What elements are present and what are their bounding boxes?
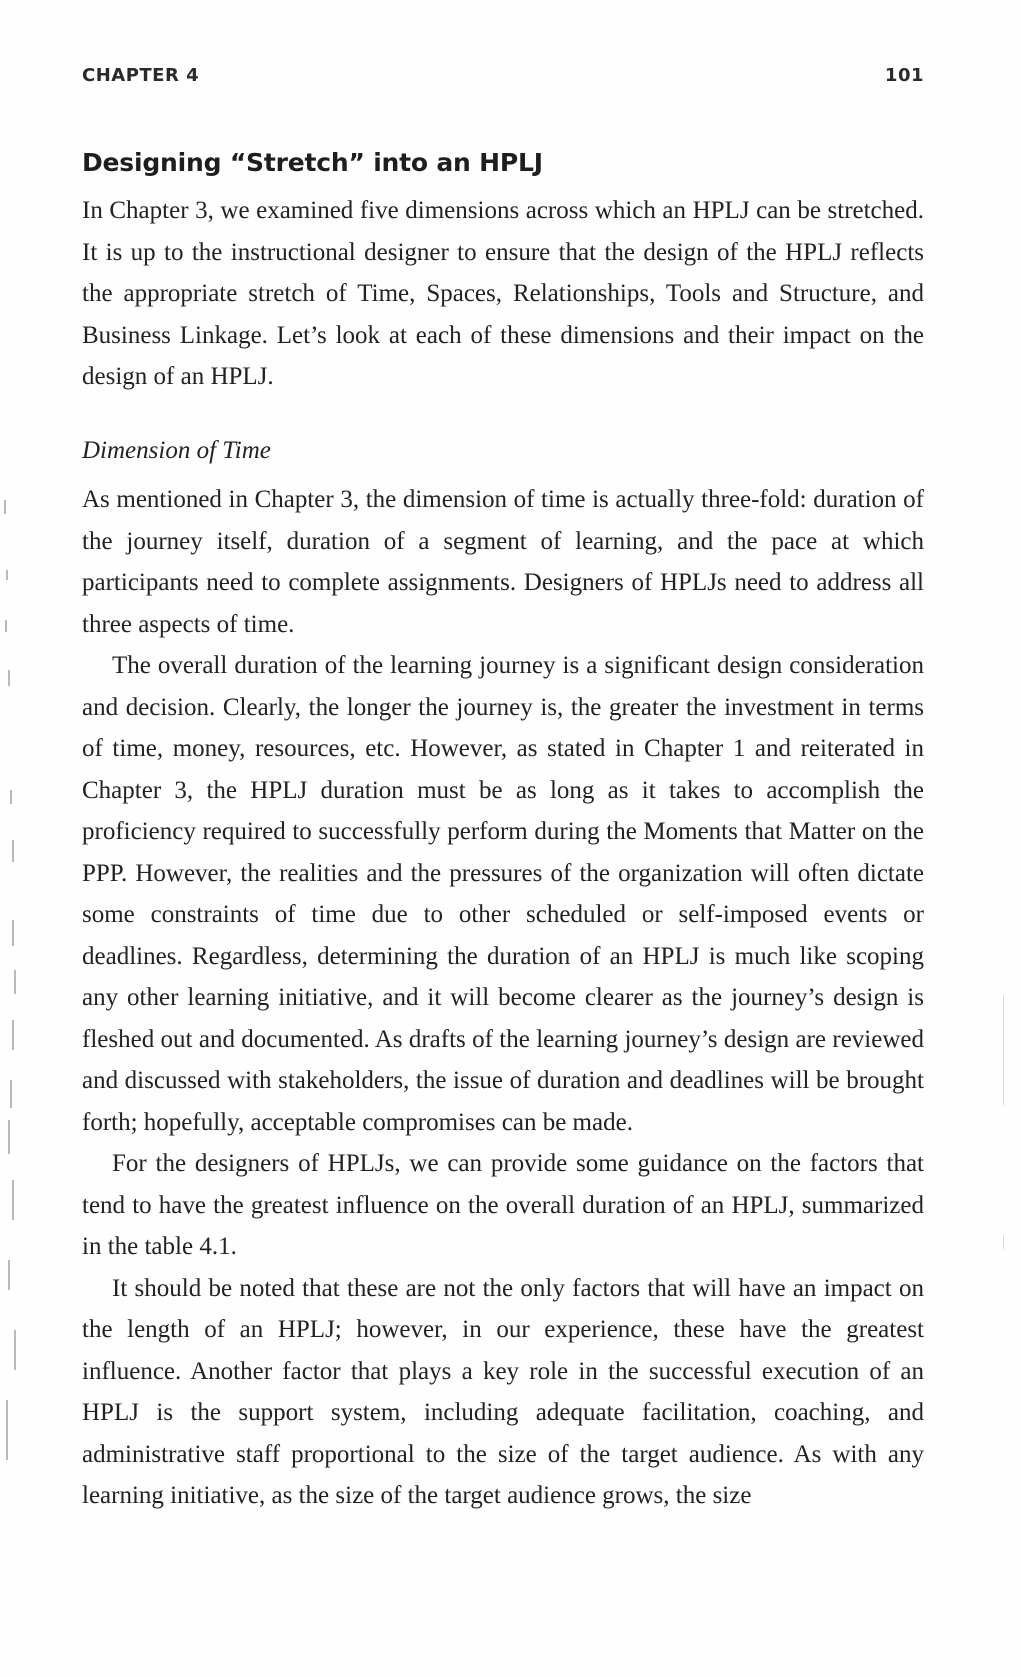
running-head [82, 62, 924, 88]
paragraph: The overall duration of the learning journey is a significant design consideration and decision. Clearly, the longer the journey is, the greater the investment in terms of time, money, resources, etc. However, as stated in Chapter 1 and reiterated in Chapter 3, the HPLJ duration must be as long as it takes to accomplish the proficiency required to successfully perform during the Moments that Matter on the PPP. However, the realities and the pressures of the organization will often dictate some constraints of time due to other scheduled or self-imposed events or deadlines. Regardless, determining the duration of an HPLJ is much like scoping any other learning initiative, and it will become clearer as the journey’s design is fleshed out and documented. As drafts of the learning journey’s design are reviewed and discussed with stakeholders, the issue of duration and deadlines will be brought forth; hopefully, acceptable compromises can be made. [82, 652, 924, 1136]
paragraph: As mentioned in Chapter 3, the dimension of time is actually three-fold: duration of the journey itself, duration of a segment of learning, and the pace at which participants need to complete assignments. Designers of HPLJs need to address all three aspects of time. [82, 486, 924, 638]
page-number: 101 [884, 64, 924, 86]
section-heading: Designing “Stretch” into an HPLJ [82, 148, 543, 177]
dimension-of-time-text [82, 479, 924, 1517]
paragraph: It should be noted that these are not the only factors that will have an impact on the length of an HPLJ; however, in our experience, these have the greatest influence. Another factor that plays a key role in the successful execution of an HPLJ is the support system, including adequate facilitation, coaching, and administrative staff proportional to the size of the target audience. As with any learning initiative, as the size of the target audience grows, the size [82, 1274, 924, 1509]
subsection-heading: Dimension of Time [82, 437, 271, 464]
scan-edge-marks [0, 500, 40, 1500]
intro-paragraph [82, 190, 924, 398]
gutter-shadow [1003, 995, 1004, 1105]
gutter-shadow [1003, 1235, 1004, 1249]
chapter-label: CHAPTER 4 [82, 64, 200, 86]
paragraph: In Chapter 3, we examined five dimensions across which an HPLJ can be stretched. It is up to the instructional designer to ensure that the design of the HPLJ reflects the appropriate stretch of Time, Spaces, Relationships, Tools and Structure, and Business Linkage. Let’s look at each of these dimensions and their impact on the design of an HPLJ. [82, 197, 924, 390]
paragraph: For the designers of HPLJs, we can provide some guidance on the factors that tend to have the greatest influence on the overall duration of an HPLJ, summarized in the table 4.1. [82, 1150, 924, 1260]
